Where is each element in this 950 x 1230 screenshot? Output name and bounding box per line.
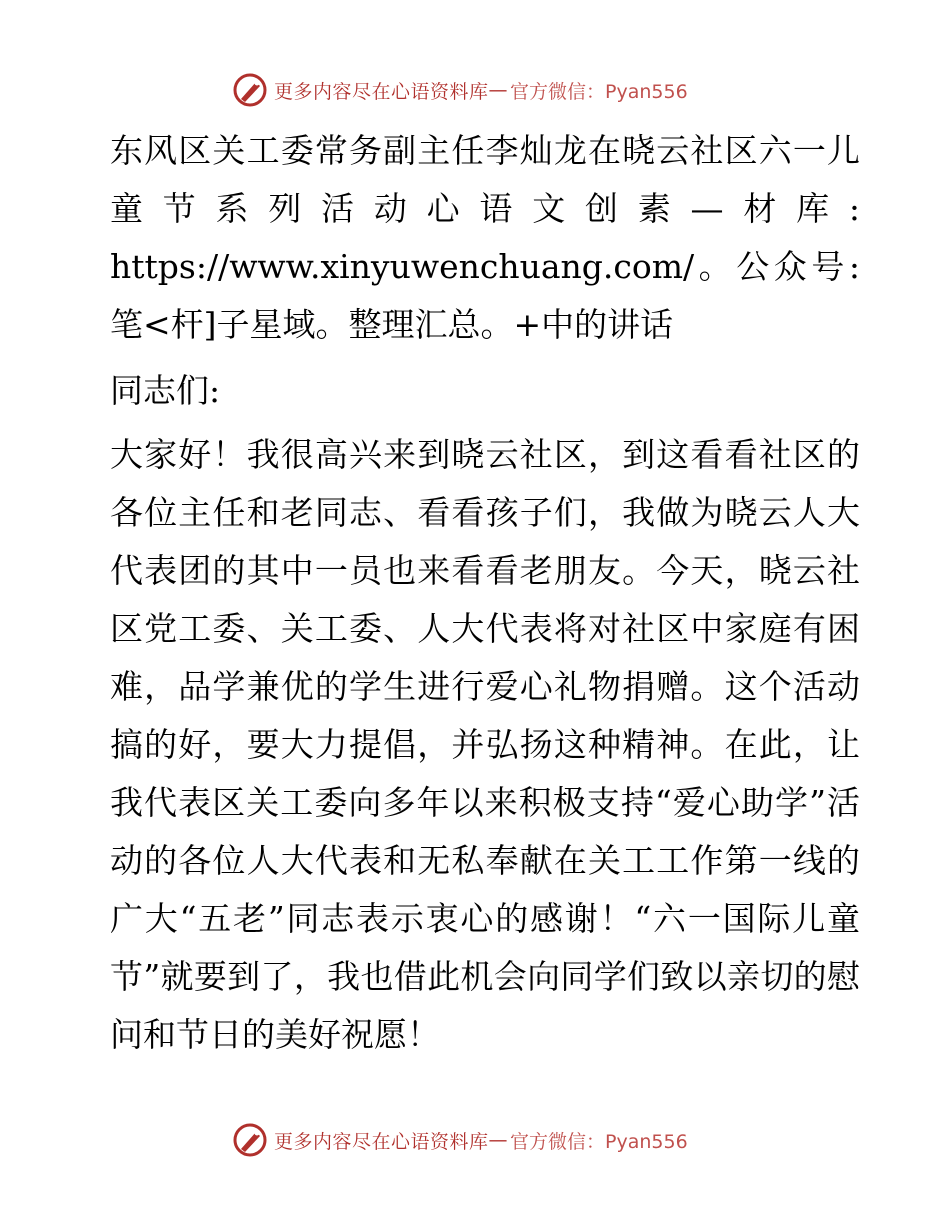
pen-logo-icon [232, 72, 268, 108]
banner-separator: — [488, 79, 509, 101]
document-body [100, 122, 860, 1064]
header-banner [232, 70, 688, 110]
document-title: 东风区关工委常务副主任李灿龙在晓云社区六一儿童节系列活动心语文创素—材库: https://www.xinyuwenchuang.com/。公众号: 笔<杆]子星域。整理汇总。+中的讲话 [110, 131, 860, 344]
pen-logo-icon [232, 1122, 268, 1158]
banner-wechat: 官方微信：Pyan556 [510, 1130, 688, 1153]
banner-text: 更多内容尽在心语资料库 [274, 80, 489, 103]
banner-text: 更多内容尽在心语资料库 [274, 1130, 489, 1153]
footer-banner [232, 1120, 688, 1160]
banner-separator: — [488, 1129, 509, 1151]
body-paragraph: 大家好！我很高兴来到晓云社区，到这看看社区的各位主任和老同志、看看孩子们，我做为晓云人大代表团的其中一员也来看看老朋友。今天，晓云社区党工委、关工委、人大代表将对社区中家庭有困难，品学兼优的学生进行爱心礼物捐赠。这个活动搞的好，要大力提倡，并弘扬这种精神。在此，让我代表区关工委向多年以来积极支持“爱心助学”活动的各位人大代表和无私奉献在关工工作第一线的广大“五老”同志表示衷心的感谢！“六一国际儿童节”就要到了，我也借此机会向同学们致以亲切的慰问和节日的美好祝愿！ [110, 435, 860, 1054]
banner-wechat: 官方微信：Pyan556 [510, 80, 688, 103]
salutation: 同志们: [110, 371, 221, 410]
